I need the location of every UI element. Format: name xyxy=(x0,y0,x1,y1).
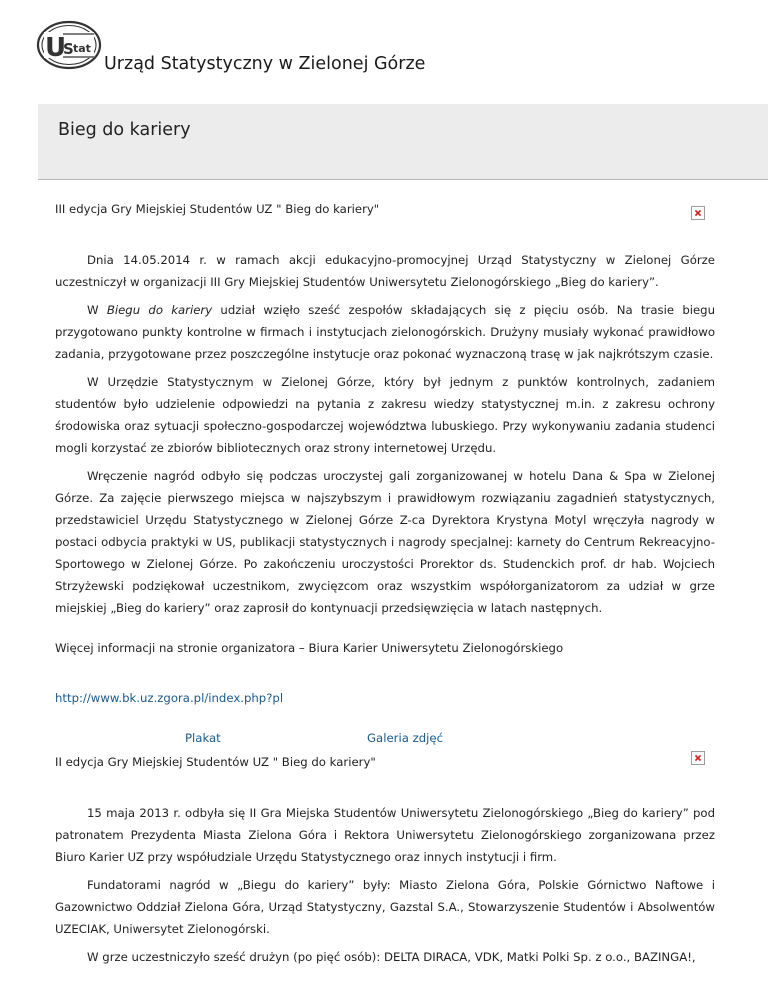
gallery-link[interactable]: Galeria zdjęć xyxy=(367,731,444,745)
attachments-row xyxy=(55,727,715,749)
edition-2-heading: II edycja Gry Miejskiej Studentów UZ " Bieg do kariery" xyxy=(55,755,376,769)
svg-text:S: S xyxy=(63,40,74,58)
edition-2-heading-row xyxy=(55,751,715,773)
site-header xyxy=(0,0,768,104)
edition-2-paragraph-3: W grze uczestniczyło sześć drużyn (po pięć osób): DELTA DIRACA, VDK, Matki Polki Sp. z o.o., BAZINGA!, xyxy=(87,950,696,964)
poster-link[interactable]: Plakat xyxy=(185,731,221,745)
emphasis-text: Biegu do kariery xyxy=(106,303,213,317)
broken-image-icon xyxy=(691,206,705,220)
svg-text:tat: tat xyxy=(73,42,91,55)
edition-3-heading: III edycja Gry Miejskiej Studentów UZ " Bieg do kariery" xyxy=(55,202,380,216)
article-content xyxy=(55,198,715,968)
edition-3-paragraph-2: W Biegu do kariery udział wzięło sześć zespołów składających się z pięciu osób. Na trasie biegu przygotowano punkty kontrolne w firmach i instytucjach zielonogórskich. Drużyny musiały wykonać prawidłowo zadania, przygotowane przez poszczególne instytucje oraz pokonać wyznaczoną trasę w jak najkrótszym czasie. xyxy=(55,303,715,361)
ustat-logo-icon[interactable] xyxy=(36,20,102,70)
edition-3-heading-row xyxy=(55,198,715,220)
edition-2-paragraph-1: 15 maja 2013 r. odbyła się II Gra Miejska Studentów Uniwersytetu Zielonogórskiego „Bieg do kariery” pod patronatem Prezydenta Miasta Zielona Góra i Rektora Uniwersytetu Zielonogórskiego zorganizowana przez Biuro Karier UZ przy współudziale Urzędu Statystycznego oraz innych instytucji i firm. xyxy=(55,806,715,864)
svg-text:U: U xyxy=(45,33,67,63)
page-title: Bieg do kariery xyxy=(58,120,191,140)
organizer-link[interactable]: http://www.bk.uz.zgora.pl/index.php?pl xyxy=(55,691,284,705)
broken-image-icon xyxy=(691,751,705,765)
edition-3-paragraph-3: W Urzędzie Statystycznym w Zielonej Górze, który był jednym z punktów kontrolnych, zadaniem studentów było udzielenie odpowiedzi na pytania z zakresu wiedzy statystycznej m.in. z zakresu ochrony środowiska oraz sytuacji społeczno-gospodarczej województwa lubuskiego. Przy wykonywaniu zadania studenci mogli korzystać ze zbiorów bibliotecznych oraz strony internetowej Urzędu. xyxy=(55,375,715,455)
edition-3-paragraph-1: Dnia 14.05.2014 r. w ramach akcji edukacyjno-promocyjnej Urząd Statystyczny w Zielonej Górze uczestniczył w organizacji III Gry Miejskiej Studentów Uniwersytetu Zielonogórskiego „Bieg do kariery”. xyxy=(55,253,715,289)
site-title: Urząd Statystyczny w Zielonej Górze xyxy=(104,54,426,74)
page-title-bar xyxy=(38,104,768,180)
edition-2-paragraph-2: Fundatorami nagród w „Biegu do kariery” były: Miasto Zielona Góra, Polskie Górnictwo Naftowe i Gazownictwo Oddział Zielona Góra, Urząd Statystyczny, Gazstal S.A., Stowarzyszenie Studentów i Absolwentów UZECIAK, Uniwersytet Zielonogórski. xyxy=(55,878,715,936)
more-info-text: Więcej informacji na stronie organizatora – Biura Karier Uniwersytetu Zielonogórskiego xyxy=(55,641,564,655)
edition-3-paragraph-4: Wręczenie nagród odbyło się podczas uroczystej gali zorganizowanej w hotelu Dana & Spa w Zielonej Górze. Za zajęcie pierwszego miejsca w najszybszym i prawidłowym rozwiązaniu zagadnień statystycznych, przedstawiciel Urzędu Statystycznego w Zielonej Górze Z-ca Dyrektora Krystyna Motyl wręczyła nagrody w postaci odbycia praktyki w US, publikacji statystycznych i nagrody specjalnej: karnety do Centrum Rekreacyjno-Sportowego w Zielonej Górze. Po zakończeniu uroczystości Prorektor ds. Studenckich prof. dr hab. Wojciech Strzyżewski podziękował uczestnikom, zwycięzcom oraz wszystkim współorganizatorom za udział w grze miejskiej „Bieg do kariery” oraz zaprosił do kontynuacji przedsięwzięcia w latach następnych. xyxy=(55,469,715,615)
